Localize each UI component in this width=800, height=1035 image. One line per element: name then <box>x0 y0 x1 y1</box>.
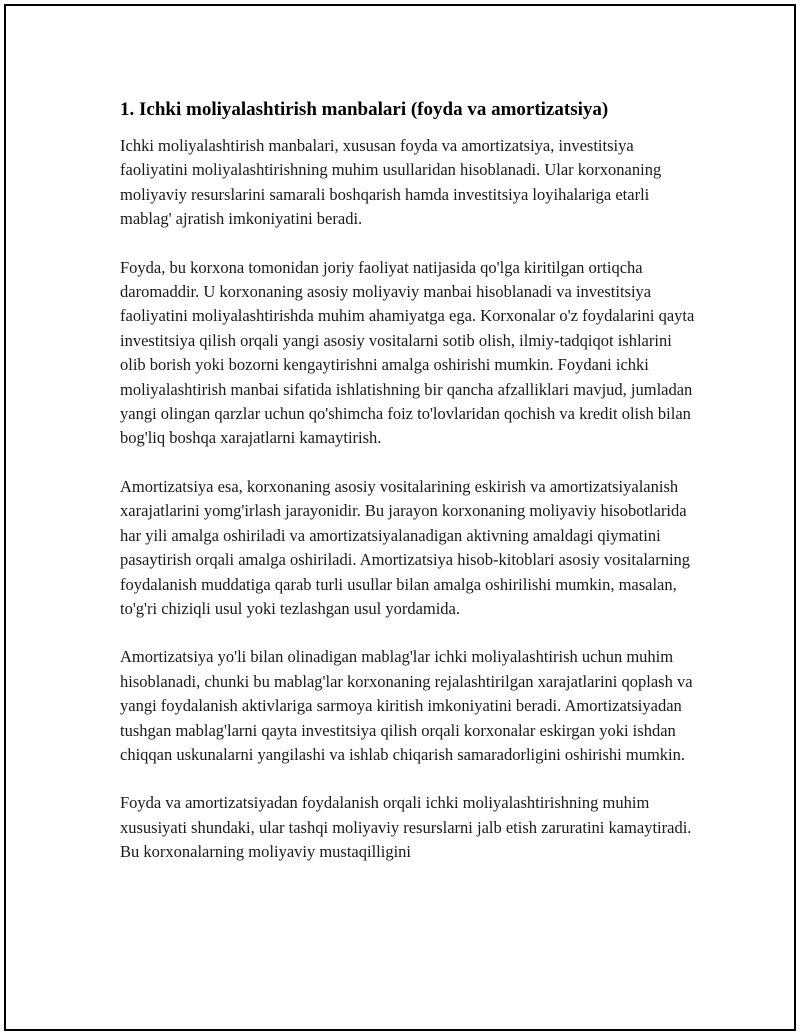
paragraph-amortization: Amortizatsiya esa, korxonaning asosiy vositalarining eskirish va amortizatsiyalanish xarajatlarini yomg'irlash jarayonidir. Bu jarayon korxonaning moliyaviy hisobotlarida har yili amalga oshiriladi va amortizatsiyalanadigan aktivning amaldagi qiymatini pasaytirish orqali amalga oshiriladi. Amortizatsiya hisob-kitoblari asosiy vositalarning foydalanish muddatiga qarab turli usullar bilan amalga oshirilishi mumkin, masalan, to'g'ri chiziqli usul yoki tezlashgan usul yordamida. <box>120 476 691 618</box>
document-page <box>4 4 796 1031</box>
section-heading: 1. Ichki moliyalashtirish manbalari (foyda va amortizatsiya) <box>120 99 609 120</box>
paragraph-profit: Foyda, bu korxona tomonidan joriy faoliyat natijasida qo'lga kiritilgan ortiqcha daromaddir. U korxonaning asosiy moliyaviy manbai hisoblanadi va investitsiya faoliyatini moliyalashtirishda muhim ahamiyatga ega. Korxonalar o'z foydalarini qayta investitsiya qilish orqali yangi asosiy vositalarni sotib olish, ilmiy-tadqiqot ishlarini olib borish yoki bozorni kengaytirishni amalga oshirishi mumkin. Foydani ichki moliyalashtirish manbai sifatida ishlatishning bir qancha afzalliklari mavjud, jumladan yangi olingan qarzlar uchun qo'shimcha foiz to'lovlaridan qochish va kredit olish bilan bog'liq boshqa xarajatlarni kamaytirish. <box>120 257 695 448</box>
paragraph-intro: Ichki moliyalashtirish manbalari, xususan foyda va amortizatsiya, investitsiya faoliyatini moliyalashtirishning muhim usullaridan hisoblanadi. Ular korxonaning moliyaviy resurslarini samarali boshqarish hamda investitsiya loyihalariga etarli mablag' ajratish imkoniyatini beradi. <box>120 136 662 229</box>
paragraph-conclusion: Foyda va amortizatsiyadan foydalanish orqali ichki moliyalashtirishning muhim xususiyati shundaki, ular tashqi moliyaviy resurslarni jalb etish zaruratini kamaytiradi. Bu korxonalarning moliyaviy mustaqilligini <box>120 793 692 862</box>
paragraph-amortization-funds: Amortizatsiya yo'li bilan olinadigan mablag'lar ichki moliyalashtirish uchun muhim hisoblanadi, chunki bu mablag'lar korxonaning rejalashtirilgan xarajatlarini qoplash va yangi foydalanish aktivlariga sarmoya kiritish imkoniyatini beradi. Amortizatsiyadan tushgan mablag'larni qayta investitsiya qilish orqali korxonalar eskirgan yoki ishdan chiqqan uskunalarni yangilashi va ishlab chiqarish samaradorligini oshirishi mumkin. <box>120 647 693 764</box>
document-body <box>120 98 700 889</box>
